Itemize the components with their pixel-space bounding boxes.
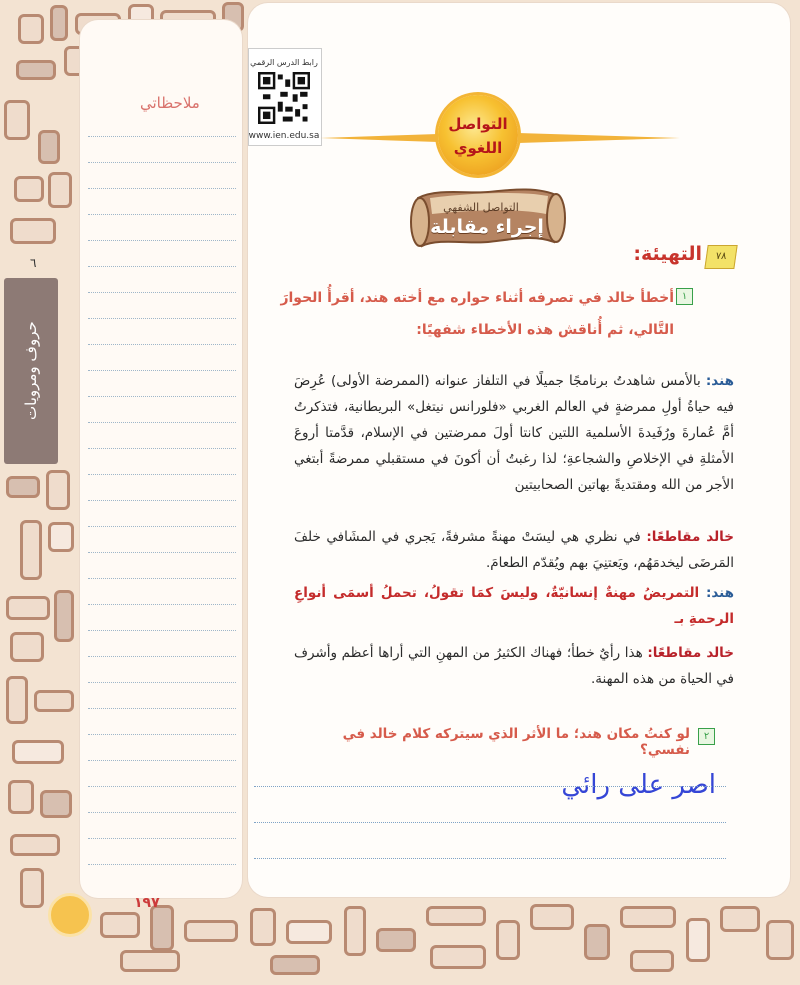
note-line[interactable] bbox=[88, 396, 236, 397]
pattern-tile bbox=[620, 906, 676, 928]
dialogue-hind-1-text: بالأمس شاهدتُ برنامجًا جميلًا في التلفاز عنوانه (الممرضة الأولى) عُرِضَ فيه حياةُ أولِ ممرضةٍ في العالم الغربي «فلورانس نيتغل» البريطانية، فتذكرتُ أمَّ عُمارةَ ورُفَيدةَ الأسلمية اللتين كانتا أولَ ممرضتين في الإسلام، قدَّمتا أروعَ الأمثلةِ في الإخلاصِ والشجاعةِ؛ لذا رغبتُ أن أكونَ في مستقبلي ممرضةً أبتغي الأجر من الله ومقتديةً بهاتين الصحابيتين bbox=[294, 373, 734, 493]
pattern-tile bbox=[584, 924, 610, 960]
speaker-khalid: خالد مقاطعًا: bbox=[647, 645, 734, 661]
note-line[interactable] bbox=[88, 422, 236, 423]
answer-line[interactable] bbox=[254, 822, 726, 823]
dialogue-khalid-1-text: في نظري هي ليسَتْ مهنةً مشرفةً، يَجري في المشَافي خلفَ المَرضَى ليخدمَهُم، ويَعتنِيَ بهم ويُقدّم الطعامَ. bbox=[294, 529, 734, 571]
pattern-tile bbox=[6, 476, 40, 498]
pattern-tile bbox=[100, 912, 140, 938]
note-line[interactable] bbox=[88, 344, 236, 345]
note-line[interactable] bbox=[88, 188, 236, 189]
note-line[interactable] bbox=[88, 136, 236, 137]
pattern-tile bbox=[48, 522, 74, 552]
pattern-tile bbox=[50, 5, 68, 41]
unit-number: ٦ bbox=[30, 256, 37, 270]
question1-number: ١ bbox=[676, 288, 693, 305]
pattern-tile bbox=[48, 172, 72, 208]
note-line[interactable] bbox=[88, 604, 236, 605]
pattern-tile bbox=[34, 690, 74, 712]
pattern-tile bbox=[686, 918, 710, 962]
note-line[interactable] bbox=[88, 838, 236, 839]
pattern-tile bbox=[184, 920, 238, 942]
lesson-title: إجراء مقابلة bbox=[430, 216, 544, 238]
note-line[interactable] bbox=[88, 812, 236, 813]
notes-title: ملاحظاتي bbox=[140, 94, 200, 112]
pattern-tile bbox=[344, 906, 366, 956]
dialogue-khalid-2 bbox=[294, 640, 734, 692]
note-line[interactable] bbox=[88, 864, 236, 865]
note-line[interactable] bbox=[88, 630, 236, 631]
note-line[interactable] bbox=[88, 370, 236, 371]
dialogue-hind-1 bbox=[294, 368, 734, 498]
answer-line[interactable] bbox=[254, 858, 726, 859]
dialogue-khalid-1 bbox=[294, 524, 734, 576]
pattern-tile bbox=[18, 14, 44, 44]
pattern-tile bbox=[630, 950, 674, 972]
pattern-tile bbox=[530, 904, 574, 930]
pattern-tile bbox=[6, 676, 28, 724]
note-line[interactable] bbox=[88, 162, 236, 163]
pattern-tile bbox=[14, 176, 44, 202]
pattern-tile bbox=[286, 920, 332, 944]
warmup-heading: التهيئة: bbox=[633, 243, 702, 265]
qr-code-icon[interactable] bbox=[258, 72, 310, 124]
pattern-tile bbox=[426, 906, 486, 926]
question1-line1: أخطأ خالد في تصرفه أثناء حواره مع أخته هند، أقرأُ الحوارَ bbox=[280, 290, 674, 306]
pattern-tile bbox=[496, 920, 520, 960]
speaker-khalid: خالد مقاطعًا: bbox=[646, 529, 734, 545]
qr-label: رابط الدرس الرقمي bbox=[250, 58, 318, 67]
note-line[interactable] bbox=[88, 760, 236, 761]
unit-tab-label: حروف ومرويات bbox=[22, 321, 40, 421]
note-line[interactable] bbox=[88, 786, 236, 787]
note-line[interactable] bbox=[88, 708, 236, 709]
pattern-tile bbox=[766, 920, 794, 960]
pattern-tile bbox=[20, 868, 44, 908]
pattern-tile bbox=[40, 790, 72, 818]
note-line[interactable] bbox=[88, 734, 236, 735]
answer-line[interactable] bbox=[254, 786, 726, 787]
pattern-tile bbox=[10, 632, 44, 662]
note-line[interactable] bbox=[88, 552, 236, 553]
pattern-tile bbox=[120, 950, 180, 972]
answer-text[interactable]: اصر على رائي bbox=[561, 770, 716, 800]
section-title-line1: التواصل bbox=[448, 115, 508, 133]
note-line[interactable] bbox=[88, 214, 236, 215]
pattern-tile bbox=[10, 834, 60, 856]
notes-panel bbox=[80, 20, 242, 898]
pattern-tile bbox=[376, 928, 416, 952]
note-line[interactable] bbox=[88, 292, 236, 293]
pattern-tile bbox=[270, 955, 320, 975]
pattern-tile bbox=[150, 905, 174, 951]
question1-line2: التَّالي، ثم أُناقش هذه الأخطاء شفهيًا: bbox=[416, 322, 674, 338]
pattern-tile bbox=[6, 596, 50, 620]
note-line[interactable] bbox=[88, 318, 236, 319]
pattern-tile bbox=[46, 470, 70, 510]
page-number: ١٩٧ bbox=[134, 895, 160, 911]
question1-text bbox=[268, 282, 674, 346]
question2-text: لو كنتُ مكان هند؛ ما الأثر الذي سيتركه كلام خالد في نفسي؟ bbox=[342, 726, 690, 758]
note-line[interactable] bbox=[88, 474, 236, 475]
pattern-tile bbox=[16, 60, 56, 80]
note-line[interactable] bbox=[88, 526, 236, 527]
warmup-icon: ٧٨ bbox=[704, 245, 737, 269]
pattern-tile bbox=[12, 740, 64, 764]
section-title bbox=[438, 112, 518, 160]
pattern-tile bbox=[4, 100, 30, 140]
speaker-hind: هند: bbox=[705, 585, 735, 601]
note-line[interactable] bbox=[88, 578, 236, 579]
logo-icon bbox=[48, 893, 92, 937]
section-title-line2: اللغوي bbox=[453, 139, 503, 157]
pattern-tile bbox=[430, 945, 486, 969]
dialogue-hind-2-text: التمريضُ مهنةٌ إنسانيّةٌ، وليسَ كمَا تقولُ، تحملُ أسمَى أنواعِ الرحمةِ بـ bbox=[294, 585, 734, 627]
dialogue-hind-2 bbox=[294, 580, 734, 632]
qr-url: www.ien.edu.sa bbox=[248, 131, 320, 141]
note-line[interactable] bbox=[88, 448, 236, 449]
pattern-tile bbox=[54, 590, 74, 642]
pattern-tile bbox=[10, 218, 56, 244]
note-line[interactable] bbox=[88, 500, 236, 501]
note-line[interactable] bbox=[88, 656, 236, 657]
pattern-tile bbox=[250, 908, 276, 946]
pattern-tile bbox=[20, 520, 42, 580]
lesson-subtitle: التواصل الشفهي bbox=[443, 201, 519, 214]
question2-number: ٢ bbox=[698, 728, 715, 745]
dialogue-khalid-2-text: هذا رأيٌ خطأ؛ فهناك الكثيرُ من المهنِ التي أراها أعظم وأشرف في الحياة من هذه المهنة. bbox=[294, 645, 734, 687]
speaker-hind: هند: bbox=[705, 373, 734, 389]
pattern-tile bbox=[720, 906, 760, 932]
pattern-tile bbox=[8, 780, 34, 814]
pattern-tile bbox=[38, 130, 60, 164]
note-line[interactable] bbox=[88, 266, 236, 267]
note-line[interactable] bbox=[88, 682, 236, 683]
note-line[interactable] bbox=[88, 240, 236, 241]
